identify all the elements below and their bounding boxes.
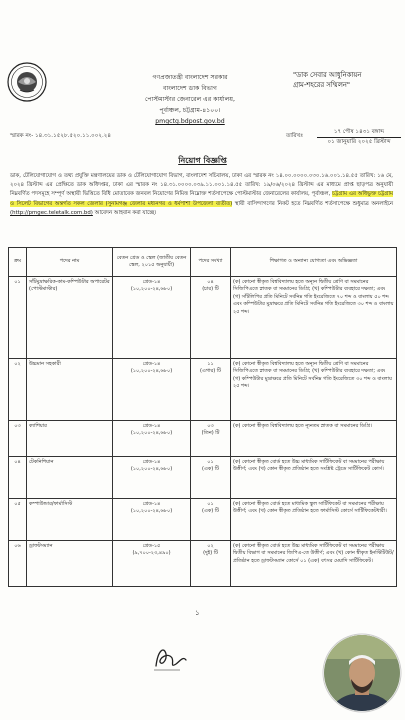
row-post: ক্যাশিয়ার xyxy=(27,421,113,457)
row-post: কম্পাউন্ডার/ফার্মাসিস্ট xyxy=(27,499,113,541)
scale: (৯,৭০০-২৩,৪৯০) xyxy=(132,550,171,557)
intro-text-3: আবেদন আহবান করা যাচ্ছে। xyxy=(92,209,157,216)
count: ০৪ xyxy=(207,279,214,285)
count-words: (তিন) টি xyxy=(201,430,220,437)
row-qualification: (ক) কোনো স্বীকৃত বিশ্ববিদ্যালয় হতে ন্যূনতম স্নাতক বা সমমানের ডিগ্রি। xyxy=(231,421,397,457)
count: ০২ xyxy=(207,543,214,549)
row-serial: ০৩ xyxy=(9,421,27,457)
row-serial: ০৫ xyxy=(9,499,27,541)
count-words: (এক) টি xyxy=(202,508,219,515)
row-serial: ০৬ xyxy=(9,541,27,587)
row-grade xyxy=(113,421,191,457)
grade: গ্রেড-১৪ xyxy=(142,279,161,285)
intro-paragraph xyxy=(10,172,393,218)
row-qualification: (ক) কোনো স্বীকৃত বোর্ড হতে উচ্চ মাধ্যমিক সার্টিফিকেট বা সমমানের পরীক্ষায় দ্বিতীয় বিভাগ বা সমমানের জিপিএ-তে উত্তীর্ণ; এবং (খ) কোন স্বীকৃত ইনস্টিটিউট/প্রতিষ্ঠান হতে ড্রাফটসম্যান কোর্সে ০১ (এক) বৎসর মেয়াদি সার্টিফিকেট। xyxy=(231,541,397,587)
office-website[interactable]: pmgctg.bdpost.gov.bd xyxy=(155,118,225,125)
grade: গ্রেড-১৪ xyxy=(142,423,161,429)
table-row xyxy=(9,499,397,541)
row-count xyxy=(191,421,231,457)
row-post: ড্রাফটসম্যান xyxy=(27,541,113,587)
row-grade xyxy=(113,359,191,421)
row-qualification: (ক) কোনো স্বীকৃত বোর্ড হতে উচ্চ মাধ্যমিক সার্টিফিকেট বা সমমানের পরীক্ষায় উত্তীর্ণ; এবং (খ) কোন স্বীকৃত প্রতিষ্ঠান হতে সংশ্লিষ্ট ট্রেডে সার্টিফিকেট কোর্স। xyxy=(231,457,397,499)
row-qualification: (ক) কোনো স্বীকৃত বোর্ড হতে মাধ্যমিক স্কুল সার্টিফিকেট বা সমমানের পরীক্ষায় উত্তীর্ণ; এবং (খ) কোন স্বীকৃত প্রতিষ্ঠান হতে ফার্মাসিস্ট কোর্সে সার্টিফিকেটধারী। xyxy=(231,499,397,541)
intro-highlight: চট্টগ্রাম এর অধিভুক্ত চট্টগ্রাম ও সিলেট বিভাগের অন্তর্গত সকল জেলার (সুনামগঞ্জ জেলার মধ্যনগর ও ধর্মপাশা উপজেলা ব্যতীত) xyxy=(10,191,393,207)
scale: (১০,২০০-২৪,৬৮০) xyxy=(130,286,173,293)
application-link[interactable]: (http://pmgec.teletalk.com.bd) xyxy=(10,209,93,216)
count: ০১ xyxy=(207,501,214,507)
row-grade xyxy=(113,499,191,541)
row-serial: ০১ xyxy=(9,277,27,359)
table-header-row xyxy=(9,248,397,277)
count-words: (এক) টি xyxy=(202,466,219,473)
row-grade xyxy=(113,541,191,587)
row-qualification: (ক) কোনো স্বীকৃত বিশ্ববিদ্যালয় হতে অন্যূন দ্বিতীয় শ্রেণি বা সমমানের সিজিপিএতে স্নাতক বা সমমানের ডিগ্রি; (খ) কম্পিউটার ব্যবহারে দক্ষতা; এবং (গ) কম্পিউটার মুদ্রাক্ষরে প্রতি মিনিটে সর্বনিম্ন গতি ইংরেজিতে ৩০ শব্দ ও বাংলায় ২৫ শব্দ। xyxy=(231,359,397,421)
grade: গ্রেড-১৪ xyxy=(142,501,161,507)
header-qualification: শিক্ষাগত ও অন্যান্য যোগ্যতা এবং অভিজ্ঞতা xyxy=(231,248,397,277)
row-serial: ০২ xyxy=(9,359,27,421)
count-words: (এগার) টি xyxy=(200,368,221,375)
row-grade xyxy=(113,457,191,499)
posts-table xyxy=(8,247,397,587)
grade: গ্রেড-১৪ xyxy=(142,459,161,465)
scale: (১০,২০০-২৪,৬৮০) xyxy=(130,430,173,437)
office-header xyxy=(95,72,285,127)
table-row xyxy=(9,541,397,587)
slogan xyxy=(293,70,403,90)
slogan-line-1: "ডাক সেবার আধুনিকায়ন xyxy=(293,71,362,79)
grade: গ্রেড-১৫ xyxy=(142,543,161,549)
table-row xyxy=(9,457,397,499)
header-grade: বেতন গ্রেড ও স্কেল (জাতীয় বেতন স্কেল, ২০১৫ অনুযায়ী) xyxy=(113,248,191,277)
office-name: পোস্টমাস্টার জেনারেল এর কার্যালয়, xyxy=(145,96,235,103)
row-count xyxy=(191,457,231,499)
memo-number: স্মারক নং- ১৪.৩১.১৫২৮.৫২০.১১.০০২.২৪ xyxy=(10,133,112,139)
row-grade xyxy=(113,277,191,359)
row-serial: ০৪ xyxy=(9,457,27,499)
memo-date xyxy=(317,128,401,147)
grade: গ্রেড-১৪ xyxy=(142,361,161,367)
count: ১১ xyxy=(207,361,214,367)
count-words: (দুই) টি xyxy=(203,550,218,557)
row-qualification: (ক) কোনো স্বীকৃত বিশ্ববিদ্যালয় হতে অন্যূন দ্বিতীয় শ্রেণি বা সমমানের সিজিপিএতে স্নাতক বা সমমানের ডিগ্রি; (খ) কম্পিউটার ব্যবহারে দক্ষতা; এবং (গ) সাঁটলিপির প্রতি মিনিটে সর্বনিম্ন গতি ইংরেজিতে ৭০ শব্দ ও বাংলায় ৫০ শব্দ এবং কম্পিউটার মুদ্রাক্ষরে প্রতি মিনিটে সর্বনিম্ন গতি ইংরেজিতে ৩০ শব্দ ও বাংলায় ২৫ শব্দ। xyxy=(231,277,397,359)
scale: (১০,২০০-২৪,৬৮০) xyxy=(130,508,173,515)
count: ০৩ xyxy=(207,423,214,429)
header-post: পদের নাম xyxy=(27,248,113,277)
header-count: পদের সংখ্যা xyxy=(191,248,231,277)
date-bangla: ১৭ পৌষ ১৪৩১ বঙ্গাব্দ xyxy=(317,128,401,138)
notice-title: নিয়োগ বিজ্ঞপ্তি xyxy=(178,156,227,165)
intro-text-2: স্থায়ী বাসিন্দাগণের নিকট হতে নিম্নবর্ণিত শর্তসাপেক্ষে শুধুমাত্র অনলাইনে xyxy=(232,200,394,207)
row-count xyxy=(191,359,231,421)
count: ০১ xyxy=(207,459,214,465)
government-name: গণপ্রজাতন্ত্রী বাংলাদেশ সরকার xyxy=(152,74,228,81)
scale: (১০,২০০-২৪,৬৮০) xyxy=(130,466,173,473)
department-name: বাংলাদেশ ডাক বিভাগ xyxy=(163,85,217,92)
table-row xyxy=(9,421,397,457)
government-seal-logo xyxy=(7,62,47,102)
table-row xyxy=(9,359,397,421)
office-region: পূর্বাঞ্চল, চট্টগ্রাম-৪১০০। xyxy=(159,107,221,114)
page-number: ১ xyxy=(195,609,200,617)
row-count xyxy=(191,277,231,359)
row-post: উচ্চমান সহকারী xyxy=(27,359,113,421)
row-count xyxy=(191,499,231,541)
row-post: টেকনিশিয়ান xyxy=(27,457,113,499)
row-post: সাঁটমুদ্রাক্ষরিক-কাম-কম্পিউটার অপারেটর (পোস্টমাস্টার) xyxy=(27,277,113,359)
scale: (১০,২০০-২৪,৬৮০) xyxy=(130,368,173,375)
header-serial: ক্রম xyxy=(9,248,27,277)
count-words: (চার) টি xyxy=(202,286,219,293)
row-count xyxy=(191,541,231,587)
memo-row xyxy=(10,128,395,150)
signature xyxy=(150,640,192,674)
presenter-avatar xyxy=(322,633,402,713)
intro-text-1: ডাক, টেলিযোগাযোগ ও তথ্য প্রযুক্তি মন্ত্রণালয়ের ডাক ও টেলিযোগাযোগ বিভাগ, বাংলাদেশ সচিবালয়, ঢাকা এর স্মারক নং ১৪.০০.০০০০.০৩০.১৬.০০১.১৪.৫৫ তারিখ: ১৬ মে, ২০২৪ খ্রিস্টাব্দ এর প্রেক্ষিতে ডাক অধিদপ্তর, ঢাকা এর স্মারক নং ১৪.৩১.০০০০.০৩৯.১১.০০১.১৪.৫৫ তারিখ: ১৯/০৬/২০২৪ খ্রিস্টাব্দ এর মাধ্যমে প্রাপ্ত ছাড়পত্র অনুযায়ী নিম্নবর্ণিত পদসমূহে সম্পূর্ণ অস্থায়ী ভিত্তিতে বিধি মোতাবেক জনবল নিয়োগের নিমিত্ত নিম্নোক্ত শর্তসাপেক্ষে পোস্টমাস্টার জেনারেলের কার্যালয়, পূর্বাঞ্চল, xyxy=(10,173,393,198)
date-gregorian: ০১ জানুয়ারি ২০২৫ খ্রিস্টাব্দ xyxy=(327,139,391,145)
date-label: তারিখঃ xyxy=(286,133,304,139)
table-row xyxy=(9,277,397,359)
slogan-line-2: গ্রাম-শহরের সম্মিলন" xyxy=(293,81,350,89)
